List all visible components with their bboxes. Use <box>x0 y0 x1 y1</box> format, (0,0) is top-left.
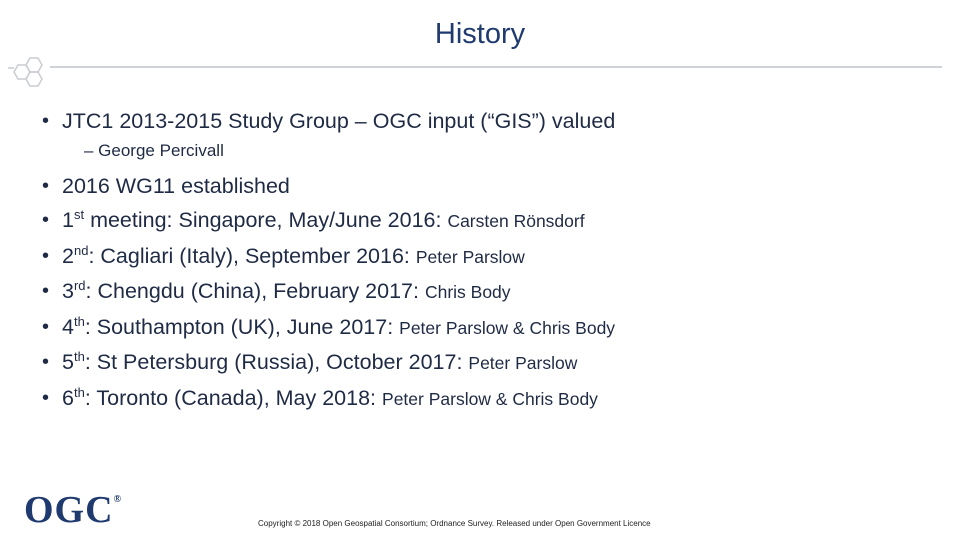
host-names: Peter Parslow <box>415 246 525 267</box>
ordinal-suffix: st <box>73 206 85 222</box>
host-names: Carsten Rönsdorf <box>447 211 585 231</box>
slide-title: History <box>434 18 526 50</box>
ordinal-number: 5 <box>62 350 74 374</box>
title-divider <box>50 66 942 68</box>
ordinal-number: 1 <box>62 208 74 232</box>
ordinal-suffix: th <box>73 384 85 400</box>
ordinal-number: 2 <box>62 243 74 268</box>
copyright-notice: Copyright © 2018 Open Geospatial Consortium; Ordnance Survey. Released under Open Government Licence <box>258 519 651 528</box>
bullet-meeting-6 <box>40 381 940 417</box>
meeting-text: : Cagliari (Italy), September 2016: <box>88 243 416 268</box>
host-names: Peter Parslow & Chris Body <box>382 388 598 409</box>
bullet-study-group: • JTC1 2013-2015 Study Group – OGC input (“GIS”) valued <box>40 104 940 139</box>
meeting-text: : Chengdu (China), February 2017: <box>85 279 425 303</box>
meeting-text: : Toronto (Canada), May 2018: <box>84 385 383 410</box>
bullet-list <box>40 104 940 416</box>
bullet-meeting-1 <box>40 203 940 239</box>
host-names: Peter Parslow <box>468 353 578 373</box>
meeting-text: : Southampton (UK), June 2017: <box>84 314 400 339</box>
bullet-wg11 <box>40 169 940 204</box>
host-names: Peter Parslow & Chris Body <box>399 317 616 338</box>
bullet-text: 2016 WG11 established <box>62 173 290 198</box>
ordinal-suffix: nd <box>73 242 89 258</box>
sub-bullet-percivall: – George Percivall <box>84 140 224 160</box>
ogc-logo <box>24 488 122 532</box>
bullet-meeting-3 <box>40 274 940 310</box>
logo-text: OGC <box>24 489 114 531</box>
bullet-meeting-2 <box>40 239 940 275</box>
ordinal-suffix: th <box>73 348 85 364</box>
meeting-text: : St Petersburg (Russia), October 2017: <box>84 350 469 374</box>
ordinal-suffix: rd <box>73 277 86 293</box>
hexagon-logo-icon <box>8 56 52 92</box>
bullet-meeting-5 <box>40 345 940 381</box>
ordinal-number: 3 <box>62 279 74 303</box>
meeting-text: meeting: Singapore, May/June 2016: <box>84 208 448 232</box>
ordinal-number: 4 <box>62 314 74 339</box>
ordinal-suffix: th <box>73 313 85 329</box>
registered-mark: ® <box>113 494 123 505</box>
bullet-meeting-4 <box>40 310 940 346</box>
host-names: Chris Body <box>424 282 511 302</box>
ordinal-number: 6 <box>62 385 74 410</box>
